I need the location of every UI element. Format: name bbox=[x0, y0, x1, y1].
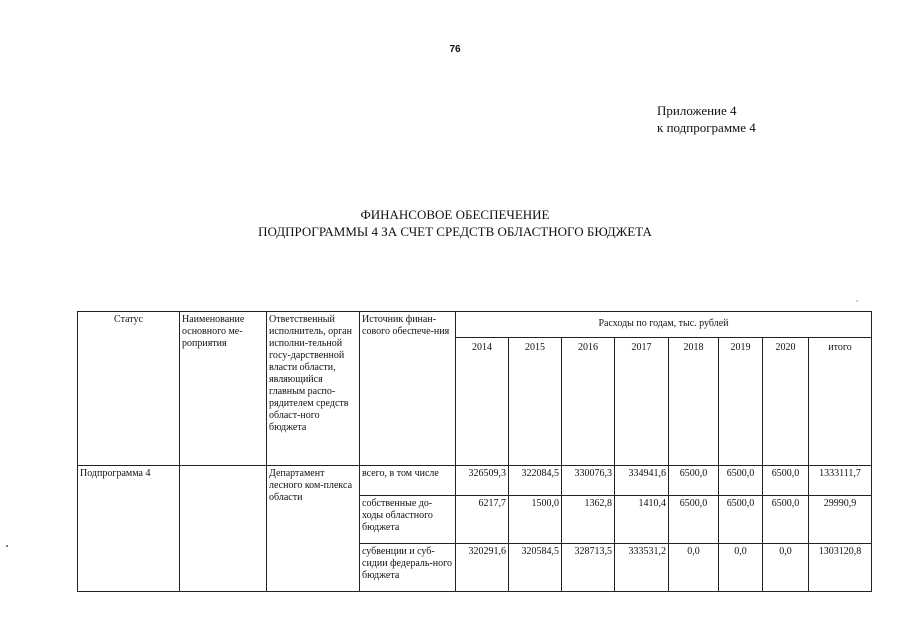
cell-value: 326509,3 bbox=[456, 466, 509, 496]
cell-value: 6500,0 bbox=[719, 496, 763, 544]
header-activity: Наименование основного ме-роприятия bbox=[180, 312, 267, 466]
cell-value: 6217,7 bbox=[456, 496, 509, 544]
cell-value: 0,0 bbox=[719, 544, 763, 592]
cell-value: 1333111,7 bbox=[809, 466, 872, 496]
cell-value: 1410,4 bbox=[615, 496, 669, 544]
header-year-2017: 2017 bbox=[615, 338, 669, 466]
document-title-line-1: ФИНАНСОВОЕ ОБЕСПЕЧЕНИЕ bbox=[360, 207, 550, 222]
cell-value: 334941,6 bbox=[615, 466, 669, 496]
cell-value: 1500,0 bbox=[509, 496, 562, 544]
financing-table bbox=[77, 311, 872, 592]
table-row bbox=[78, 466, 872, 496]
cell-executor: Департамент лесного ком-плекса области bbox=[267, 466, 360, 592]
cell-value: 328713,5 bbox=[562, 544, 615, 592]
cell-activity bbox=[180, 466, 267, 592]
scan-speck bbox=[6, 545, 8, 547]
cell-source: субвенции и суб-сидии федераль-ного бюджета bbox=[360, 544, 456, 592]
table-header-row bbox=[78, 312, 872, 338]
appendix-line-2: к подпрограмме 4 bbox=[657, 120, 756, 135]
document-title-line-2: ПОДПРОГРАММЫ 4 ЗА СЧЕТ СРЕДСТВ ОБЛАСТНОГО БЮДЖЕТА bbox=[258, 224, 652, 239]
cell-value: 6500,0 bbox=[669, 496, 719, 544]
header-expenses: Расходы по годам, тыс. рублей bbox=[456, 312, 872, 338]
cell-value: 330076,3 bbox=[562, 466, 615, 496]
cell-value: 6500,0 bbox=[669, 466, 719, 496]
cell-value: 6500,0 bbox=[763, 466, 809, 496]
cell-source: всего, в том числе bbox=[360, 466, 456, 496]
header-status: Статус bbox=[78, 312, 180, 466]
header-year-2020: 2020 bbox=[763, 338, 809, 466]
header-year-2016: 2016 bbox=[562, 338, 615, 466]
header-year-2018: 2018 bbox=[669, 338, 719, 466]
scan-speck bbox=[856, 300, 858, 302]
cell-value: 0,0 bbox=[669, 544, 719, 592]
cell-source: собственные до-ходы областного бюджета bbox=[360, 496, 456, 544]
header-source: Источник финан-сового обеспече-ния bbox=[360, 312, 456, 466]
document-title bbox=[130, 206, 780, 240]
appendix-line-1: Приложение 4 bbox=[657, 103, 737, 118]
cell-value: 6500,0 bbox=[763, 496, 809, 544]
page-number: 76 bbox=[449, 44, 461, 55]
cell-value: 1362,8 bbox=[562, 496, 615, 544]
header-executor: Ответственный исполнитель, орган исполни-тельной госу-дарственной власти области, являющийся главным распо-рядителем средств област-ного бюджета bbox=[267, 312, 360, 466]
header-year-2019: 2019 bbox=[719, 338, 763, 466]
appendix-note bbox=[657, 102, 756, 136]
cell-value: 6500,0 bbox=[719, 466, 763, 496]
cell-value: 0,0 bbox=[763, 544, 809, 592]
header-year-2015: 2015 bbox=[509, 338, 562, 466]
cell-value: 320291,6 bbox=[456, 544, 509, 592]
cell-value: 322084,5 bbox=[509, 466, 562, 496]
header-total: итого bbox=[809, 338, 872, 466]
cell-value: 333531,2 bbox=[615, 544, 669, 592]
cell-value: 29990,9 bbox=[809, 496, 872, 544]
cell-value: 1303120,8 bbox=[809, 544, 872, 592]
cell-value: 320584,5 bbox=[509, 544, 562, 592]
header-year-2014: 2014 bbox=[456, 338, 509, 466]
cell-status: Подпрограмма 4 bbox=[78, 466, 180, 592]
